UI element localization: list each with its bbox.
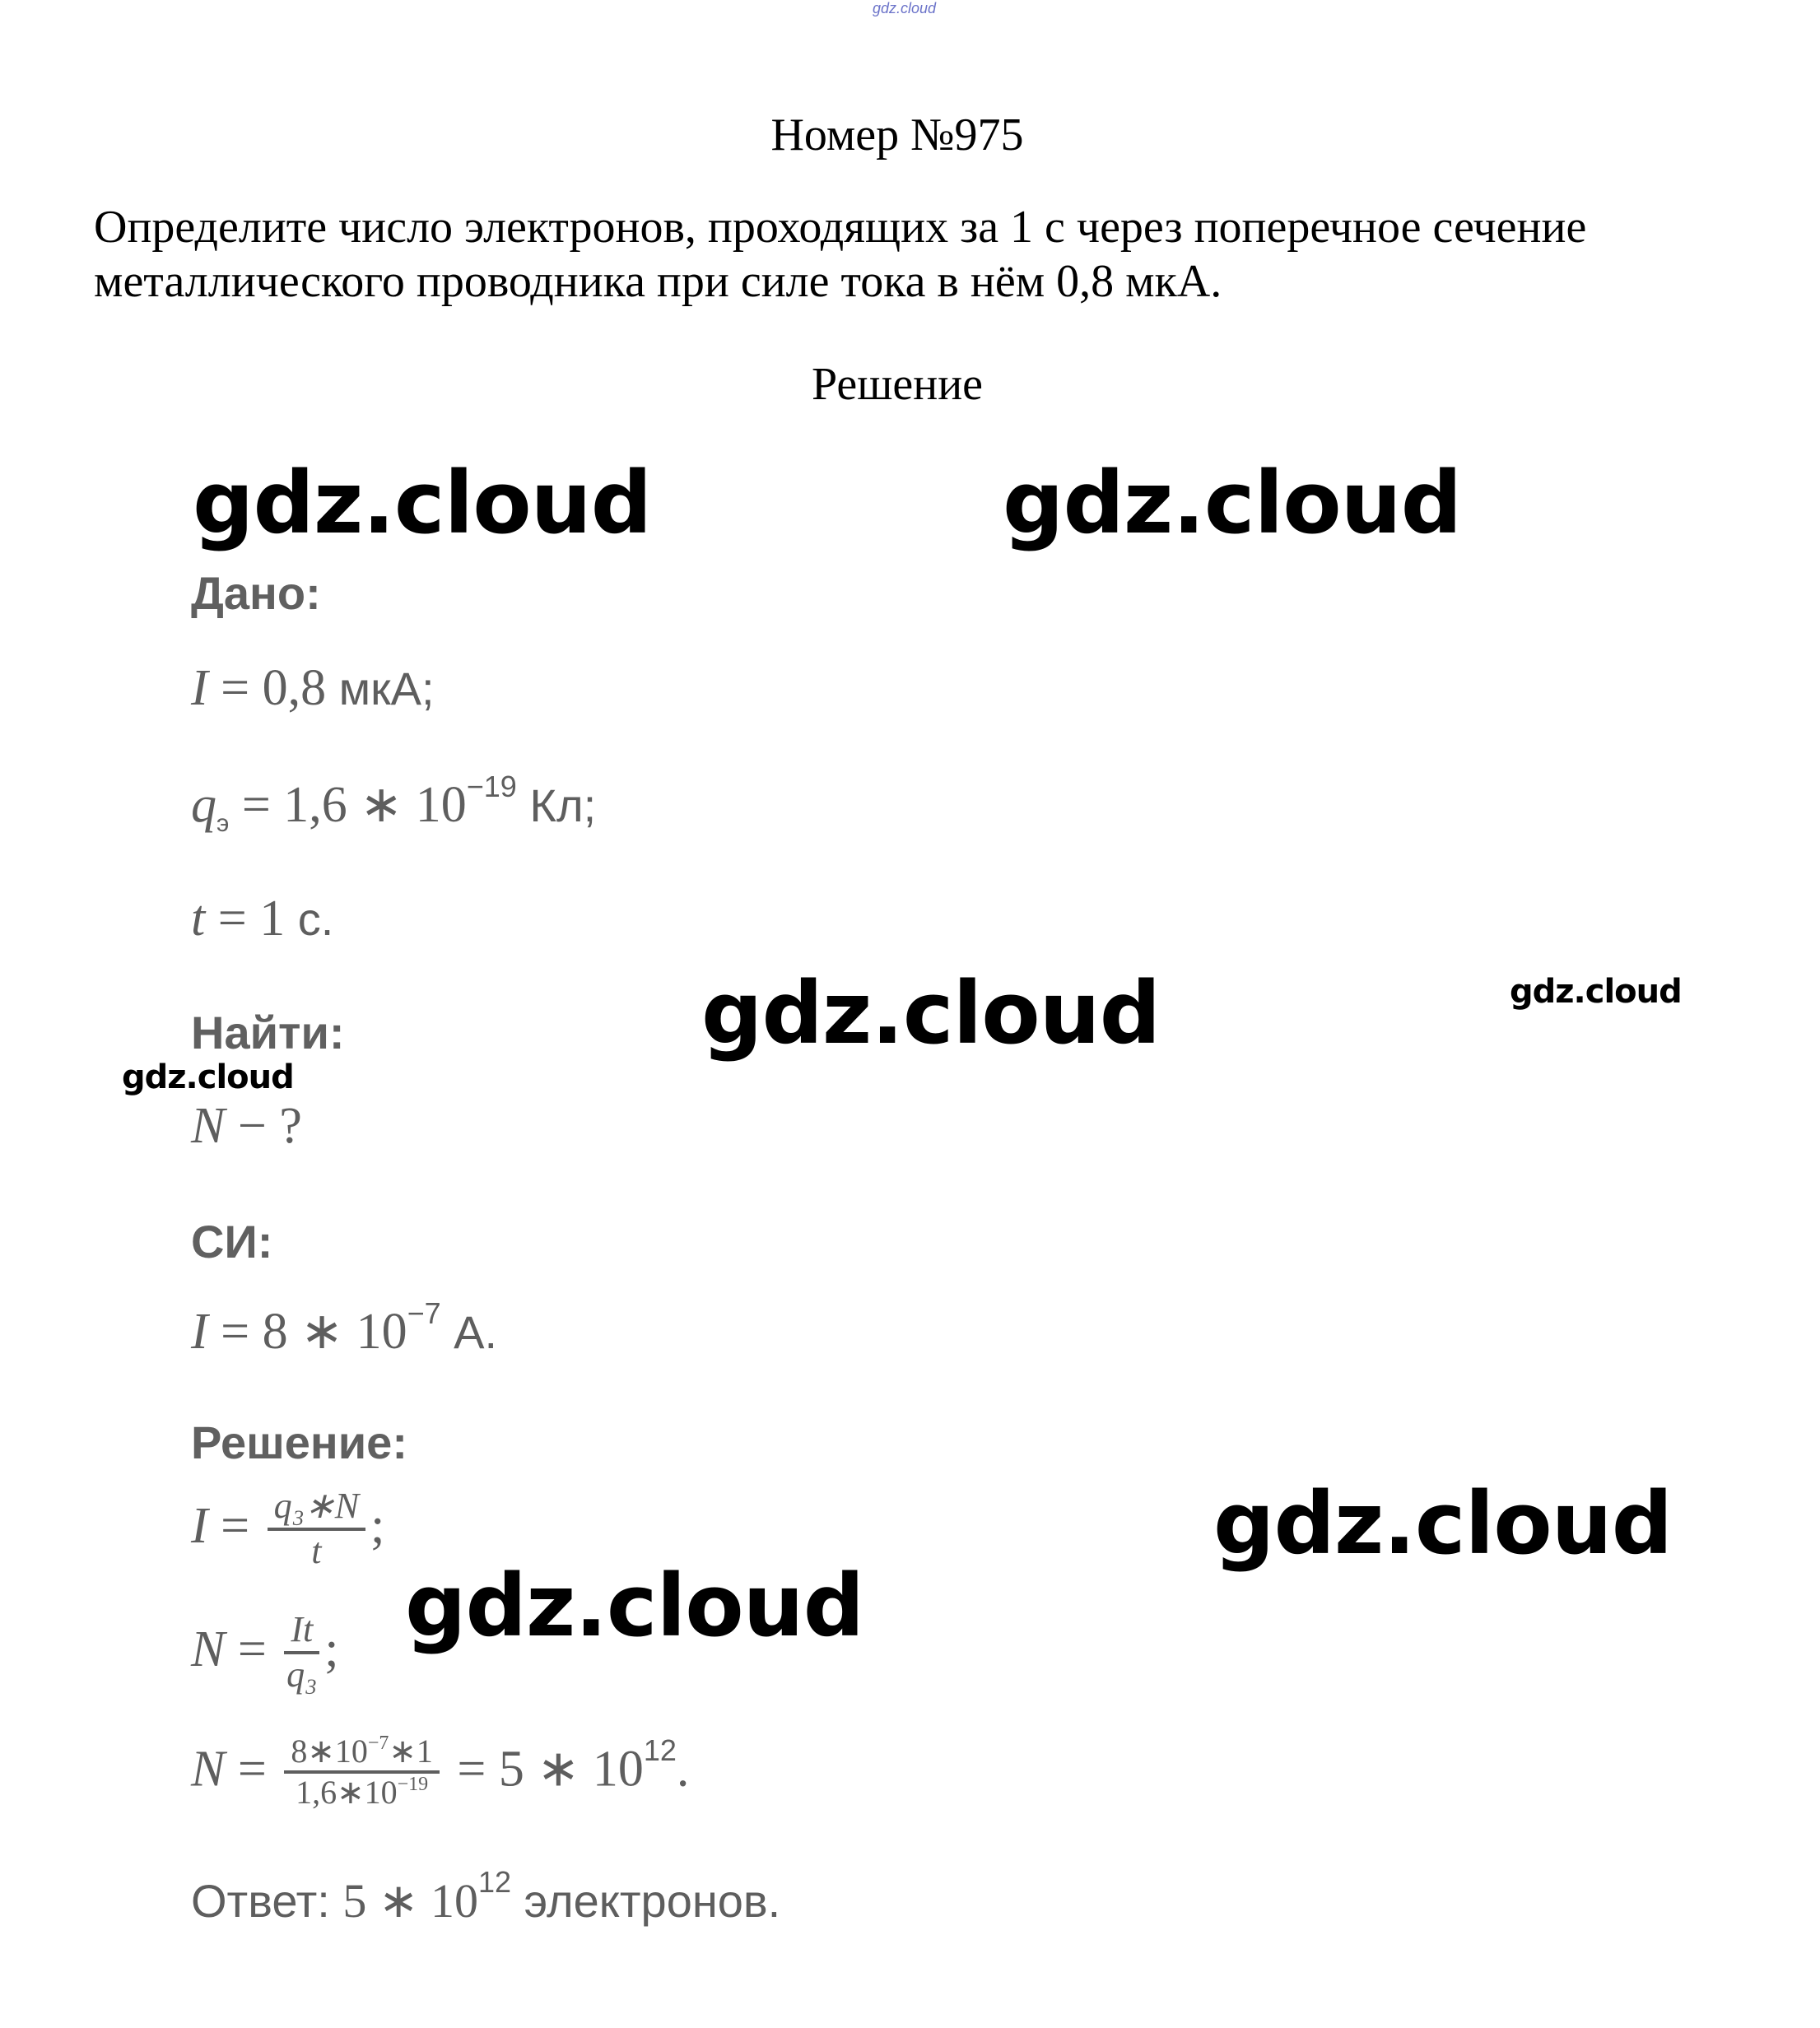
answer-line xyxy=(191,1865,781,1928)
var-N: N xyxy=(191,1741,226,1798)
value: = 1 xyxy=(205,891,298,947)
period: . xyxy=(676,1741,690,1798)
given-charge xyxy=(191,770,597,837)
watermark-4: gdz.cloud xyxy=(1510,973,1682,1011)
solution-steps-heading: Решение: xyxy=(191,1416,407,1468)
value: − ? xyxy=(225,1098,302,1154)
solution-heading: Решение xyxy=(811,359,984,410)
exponent: −19 xyxy=(466,770,517,803)
fraction xyxy=(268,1486,366,1572)
answer-value: 5 ∗ 10 xyxy=(342,1874,478,1928)
unit: с. xyxy=(297,893,334,945)
numerator-exponent: −7 xyxy=(367,1733,389,1754)
denominator xyxy=(284,1774,440,1812)
si-current xyxy=(191,1296,498,1361)
var-I: I xyxy=(191,1304,208,1360)
watermark-3: gdz.cloud xyxy=(701,963,1161,1063)
given-heading: Дано: xyxy=(191,567,321,619)
exponent: −7 xyxy=(407,1296,441,1330)
watermark-1: gdz.cloud xyxy=(193,453,652,553)
numerator-base: 8∗10 xyxy=(291,1733,368,1770)
var-I: I xyxy=(191,660,208,716)
unit: мкА; xyxy=(338,663,435,714)
fraction xyxy=(284,1733,440,1812)
value: = 8 ∗ 10 xyxy=(207,1304,407,1360)
answer-unit: электронов. xyxy=(511,1875,781,1927)
denominator-base: 1,6∗10 xyxy=(296,1774,398,1811)
numerator xyxy=(284,1733,440,1774)
find-N xyxy=(191,1096,302,1156)
var-N: N xyxy=(191,1098,226,1154)
watermark-6: gdz.cloud xyxy=(1213,1473,1673,1574)
subscript: э xyxy=(216,810,230,837)
given-time xyxy=(191,889,333,948)
si-heading: СИ: xyxy=(191,1216,273,1268)
semicolon: ; xyxy=(370,1497,385,1554)
answer-exponent: 12 xyxy=(478,1865,512,1899)
value: = 1,6 ∗ 10 xyxy=(229,777,467,833)
var-I: I xyxy=(191,1497,208,1554)
formula-N xyxy=(191,1609,338,1695)
numerator: It xyxy=(284,1609,319,1654)
answer-label: Ответ: xyxy=(191,1875,343,1927)
var-q: q xyxy=(191,777,216,833)
equals: = xyxy=(225,1741,280,1798)
watermark-2: gdz.cloud xyxy=(1003,453,1462,553)
numerator: q₃∗N xyxy=(268,1486,366,1531)
watermark-5: gdz.cloud xyxy=(122,1058,294,1096)
result: = 5 ∗ 10 xyxy=(444,1741,644,1798)
unit: Кл; xyxy=(516,779,597,831)
result-exponent: 12 xyxy=(643,1733,677,1768)
value: = 0,8 xyxy=(207,660,339,716)
var-N: N xyxy=(191,1621,226,1677)
denominator-exponent: −19 xyxy=(397,1774,429,1795)
top-watermark: gdz.cloud xyxy=(873,0,937,16)
semicolon: ; xyxy=(324,1621,339,1677)
page-title: Номер №975 xyxy=(770,109,1024,160)
equals: = xyxy=(225,1621,280,1677)
denominator: t xyxy=(311,1530,322,1571)
equals: = xyxy=(207,1497,263,1554)
fraction xyxy=(284,1609,319,1695)
find-heading: Найти: xyxy=(191,1007,345,1058)
denominator: q₃ xyxy=(286,1654,318,1695)
var-t: t xyxy=(191,891,206,947)
watermark-7: gdz.cloud xyxy=(405,1556,864,1656)
unit: А. xyxy=(440,1306,498,1358)
numerator-tail: ∗1 xyxy=(389,1733,433,1770)
formula-current xyxy=(191,1486,384,1572)
task-text-line-1: Определите число электронов, проходящих за 1 с через поперечное сечение xyxy=(94,202,1587,253)
given-current xyxy=(191,658,435,718)
task-text-line-2: металлического проводника при силе тока в нём 0,8 мкА. xyxy=(94,256,1222,307)
formula-N-numeric xyxy=(191,1733,689,1812)
